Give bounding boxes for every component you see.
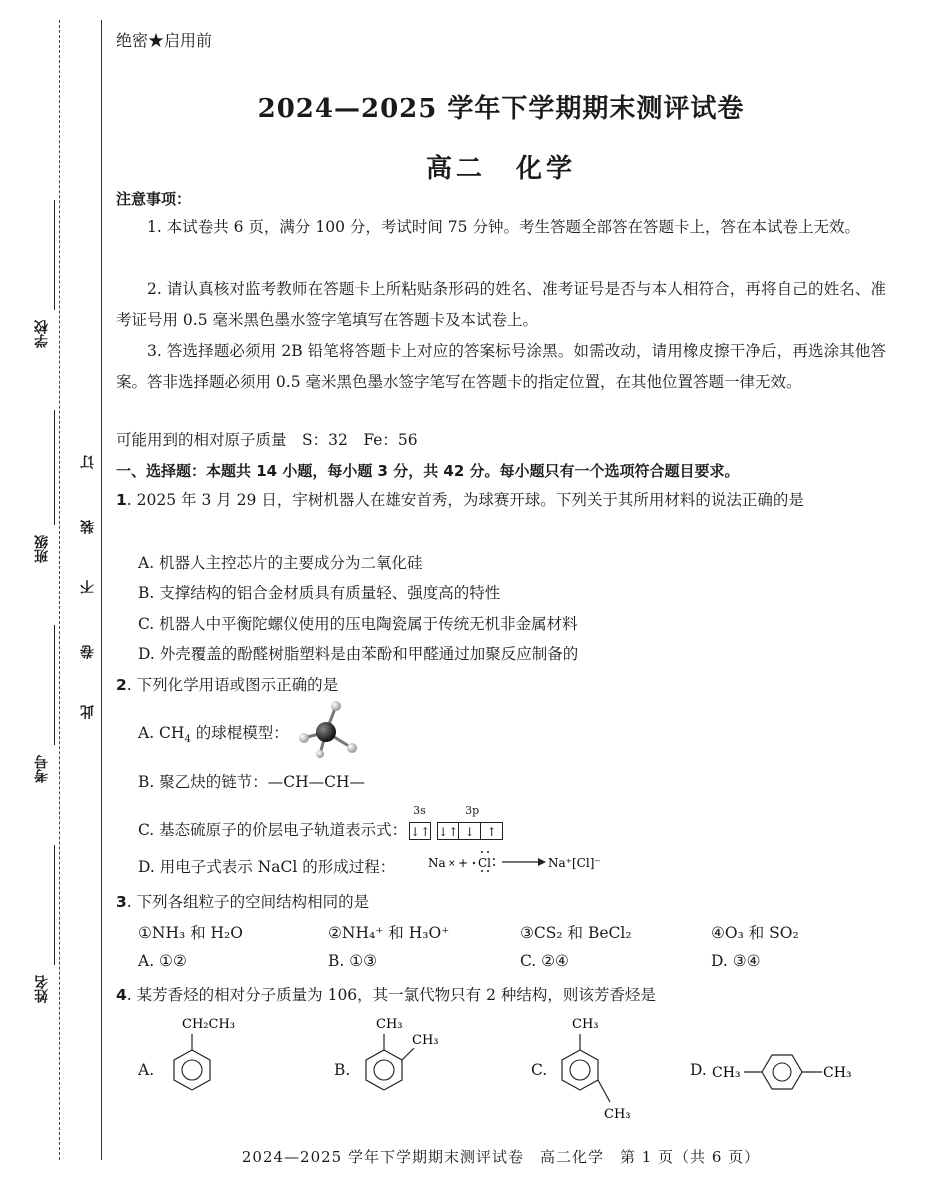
q3-stem: 3. 下列各组粒子的空间结构相同的是 (116, 893, 370, 911)
o-xylene-structure (354, 1012, 464, 1102)
q2-option-a[interactable]: A. $CH_4$ 的球棍模型： (138, 724, 289, 746)
school-label: 学校 (34, 320, 50, 348)
q3-number: 3 (116, 893, 127, 911)
q3-option-c[interactable]: C. ②④ (520, 952, 569, 970)
svg-text:+: + (458, 856, 469, 870)
q3-option-a[interactable]: A. ①② (138, 952, 187, 970)
q2-option-d[interactable]: D. 用电子式表示 NaCl 的形成过程： (138, 858, 396, 876)
q3-group-4: ④O₃ 和 SO₂ (711, 924, 799, 942)
atomic-mass: 可能用到的相对原子质量 S：32 Fe：56 (116, 431, 418, 449)
page-footer: 2024—2025 学年下学期期末测评试卷 高二化学 第 1 页（共 6 页） (241, 1148, 761, 1166)
p-xylene-structure (710, 1046, 870, 1096)
q1-option-b[interactable]: B. 支撑结构的铝合金材质具有质量轻、强度高的特性 (138, 584, 501, 602)
note-2: 2. 请认真核对监考教师在答题卡上所粘贴条形码的姓名、准考证号是否与本人相符合，再将自己的姓名、准考证号用 0.5 毫米黑色墨水签字笔填写在答题卡及本试卷上。 (116, 280, 886, 329)
q3-group-1: ①NH₃ 和 H₂O (138, 924, 243, 942)
section-1-heading: 一、选择题：本题共 14 小题，每小题 3 分，共 42 分。每小题只有一个选项符合题目要求。 (116, 462, 740, 480)
paper-subtitle: 高二 化学 (425, 154, 576, 184)
binding-solid-line (101, 20, 102, 1160)
name-field[interactable] (14, 845, 58, 1020)
svg-text:CH₃: CH₃ (604, 1107, 631, 1122)
warning-char-5: 此 (80, 705, 96, 719)
svg-text:Na⁺[Cl]⁻: Na⁺[Cl]⁻ (548, 856, 601, 870)
q4-option-b-label[interactable]: B. (334, 1061, 351, 1079)
orbital-diagram: 3s ↓↑ (410, 804, 431, 839)
warning-char-4: 卷 (80, 645, 96, 659)
notes-heading: 注意事项： (116, 190, 192, 208)
svg-text:CH₂CH₃: CH₂CH₃ (182, 1017, 235, 1032)
q3-group-2: ②NH₄⁺ 和 H₃O⁺ (328, 924, 450, 942)
q1-stem: 1. 2025 年 3 月 29 日，宇树机器人在雄安首秀，为球赛开球。下列关于其所用材料的说法正确的是 (116, 491, 804, 509)
name-label: 姓名 (34, 975, 50, 1003)
exam-no-field[interactable] (14, 625, 58, 800)
svg-text:Cl: Cl (478, 856, 492, 870)
note-3: 3. 答选择题必须用 2B 铅笔将答题卡上对应的答案标号涂黑。如需改动，请用橡皮擦干净后，再选涂其他答案。答非选择题必须用 0.5 毫米黑色墨水签字笔写在答题卡的指定位置，在其他位置答题一律无效。 (116, 342, 886, 391)
school-field[interactable] (14, 200, 58, 380)
class-field[interactable] (14, 410, 58, 590)
ethylbenzene-structure (156, 1012, 266, 1102)
q2-option-b[interactable]: B. 聚乙炔的链节：—CH—CH— (138, 773, 365, 791)
class-label: 班级 (34, 535, 50, 563)
q2-number: 2 (116, 676, 127, 694)
binding-dashed-line (59, 20, 60, 1160)
ch4-ball-stick-model (296, 698, 360, 758)
svg-text:CH₃: CH₃ (712, 1065, 741, 1081)
q1-option-d[interactable]: D. 外壳覆盖的酚醛树脂塑料是由苯酚和甲醛通过加聚反应制备的 (138, 645, 579, 663)
warning-char-3: 不 (80, 580, 96, 594)
q3-group-3: ③CS₂ 和 BeCl₂ (520, 924, 632, 942)
nacl-formation-diagram (428, 846, 638, 876)
svg-text:Na: Na (428, 856, 446, 870)
q4-option-a-label[interactable]: A. (138, 1061, 155, 1079)
svg-text:CH₃: CH₃ (376, 1017, 403, 1032)
q3-option-d[interactable]: D. ③④ (711, 952, 761, 970)
warning-char-2: 装 (80, 520, 96, 534)
svg-text:×: × (448, 859, 456, 869)
warning-char-1: 订 (80, 455, 96, 469)
svg-text:CH₃: CH₃ (412, 1033, 439, 1048)
q4-stem: 4. 某芳香烃的相对分子质量为 106，其一氯代物只有 2 种结构，则该芳香烃是 (116, 986, 656, 1004)
svg-text:CH₃: CH₃ (572, 1017, 599, 1032)
q1-number: 1 (116, 491, 127, 509)
q4-number: 4 (116, 986, 127, 1004)
svg-text:CH₃: CH₃ (823, 1065, 852, 1081)
q2-stem: 2. 下列化学用语或图示正确的是 (116, 676, 339, 694)
q2-option-c[interactable]: C. 基态硫原子的价层电子轨道表示式： 3s ↓↑ 3p ↓↑ ↓ ↑ (138, 818, 503, 840)
paper-title: 2024—2025 学年下学期期末测评试卷 (257, 94, 745, 124)
note-1: 1. 本试卷共 6 页，满分 100 分，考试时间 75 分钟。考生答题全部答在答题卡上，答在本试卷上无效。 (147, 218, 860, 236)
q4-option-c-label[interactable]: C. (531, 1061, 548, 1079)
q3-option-b[interactable]: B. ①③ (328, 952, 378, 970)
q1-option-c[interactable]: C. 机器人中平衡陀螺仪使用的压电陶瓷属于传统无机非金属材料 (138, 615, 578, 633)
q1-option-a[interactable]: A. 机器人主控芯片的主要成分为二氧化硅 (138, 554, 423, 572)
q4-option-d-label[interactable]: D. (690, 1061, 707, 1079)
secret-label: 绝密★启用前 (116, 31, 213, 50)
m-xylene-structure (550, 1012, 660, 1122)
exam-no-label: 考号 (34, 755, 50, 783)
